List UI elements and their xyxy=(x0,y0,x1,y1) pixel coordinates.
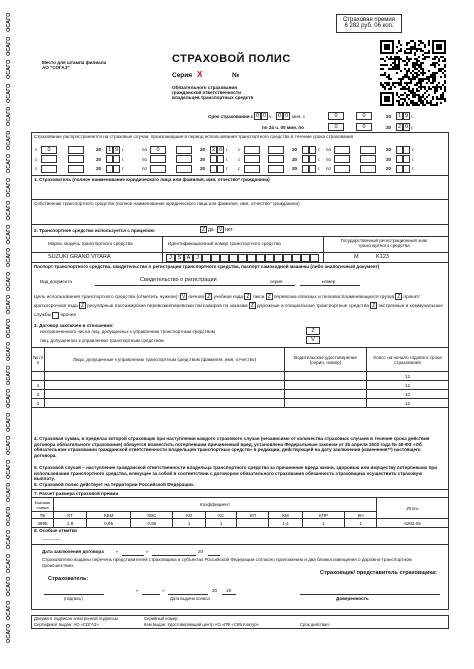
period2-day-from xyxy=(244,146,260,154)
period-year-from-2 xyxy=(113,155,120,163)
section6-text: 6. Страховой полис действует на территории Российской Федерации. xyxy=(34,482,195,487)
period2-year-to-2 xyxy=(403,165,410,173)
section1-label: 1. Страхователь (полное наименование юридического лица или фамилия, имя, отчество* гражданина) xyxy=(34,177,270,182)
term-year-to-1: 2 xyxy=(397,124,402,130)
period-from-label: с xyxy=(35,147,38,152)
trailer-yes-checkbox[interactable]: Z xyxy=(201,227,206,233)
signing-note: Страхователю выданы перечень представителей страховщика в субъектах Российской Федерации согласно приложению и два бланка извещения о дорожно-транспортном происшествии. xyxy=(42,557,412,568)
term-min-label: мин. с xyxy=(292,114,306,119)
side-osago-label: ОСАГО xyxy=(6,529,12,549)
side-osago-label: ОСАГО xyxy=(6,12,12,32)
period-year-to-2 xyxy=(217,165,224,173)
vin-char-cell xyxy=(238,254,247,262)
period2-year-2 xyxy=(309,155,316,163)
period-year-from-1: 1 xyxy=(107,146,112,153)
vin-char-cell: J xyxy=(166,254,175,262)
signature-label: (подпись) xyxy=(64,596,83,601)
side-osago-label: ОСАГО xyxy=(6,553,12,573)
issue-year-prefix: 20 xyxy=(212,588,218,593)
usage-emergency-label: экстренные и коммунальные службы xyxy=(34,304,443,319)
period-year-from-2: 9 xyxy=(114,146,119,153)
drivers-header-class: Класс на начало годового срока страхования xyxy=(367,348,449,372)
driver-license xyxy=(285,372,367,381)
calc-value-cell: 1 xyxy=(173,519,205,528)
date-quote-close: » xyxy=(146,549,149,554)
table-row xyxy=(32,390,449,399)
period2-year-1 xyxy=(302,165,309,173)
period2-year-2 xyxy=(309,165,316,173)
premium-calc-table xyxy=(31,497,449,528)
usage-passenger-checkbox[interactable]: Z xyxy=(81,303,85,310)
period-to-label: по xyxy=(142,147,148,152)
driver-class: 10 xyxy=(367,390,449,399)
term-hour-1: 0 xyxy=(255,113,260,119)
term-year-from-1: 1 xyxy=(397,113,402,119)
period2-year-to-1 xyxy=(396,146,403,154)
period-year-to-2: 0 xyxy=(218,146,223,153)
term-label: Срок страхования с xyxy=(208,114,254,119)
premium-label: Страховая премия xyxy=(342,17,396,23)
period-year-from-1 xyxy=(106,165,113,173)
side-osago-label: ОСАГО xyxy=(6,106,12,126)
section7-label: 7. Расчет размера страховой премии xyxy=(34,491,119,496)
period-day-to xyxy=(150,155,166,163)
term-year-prefix: 20 xyxy=(386,114,392,119)
period-year-to-prefix: 20 xyxy=(200,156,206,162)
period-year-to-1 xyxy=(210,165,217,173)
calc-value-cell: 0,96 xyxy=(131,519,173,528)
side-label-column xyxy=(6,14,18,659)
vehicle-vin-header: Идентификационный номер транспортного средства xyxy=(168,241,281,246)
driver-num: 2 xyxy=(32,390,45,399)
period2-month-to xyxy=(360,165,376,173)
period-from-label: с xyxy=(35,156,38,162)
side-osago-label: ОСАГО xyxy=(6,177,12,197)
period-year-to-suffix: г. xyxy=(226,147,229,152)
usage-personal-checkbox[interactable]: V xyxy=(182,294,186,301)
usage-rental-checkbox[interactable]: Z xyxy=(397,294,401,301)
driver-license xyxy=(285,390,367,399)
driver-name xyxy=(45,381,285,390)
period2-year-to-2 xyxy=(403,155,410,163)
calc-header-cell: КО xyxy=(173,512,205,519)
calc-value-cell: 0,65 xyxy=(87,519,131,528)
calc-header-cell: КС xyxy=(205,512,237,519)
term-min-2: 0 xyxy=(284,113,289,119)
doc-type-label: Вид документа xyxy=(40,279,72,284)
period2-year-to-suffix: г. xyxy=(412,156,415,162)
period-year-to-prefix: 20 xyxy=(200,166,206,171)
driver-num: 1 xyxy=(32,381,45,390)
period2-day-to xyxy=(334,155,350,163)
side-osago-label: ОСАГО xyxy=(6,506,12,526)
calc-header-cell: КБМ xyxy=(87,512,131,519)
period2-year-prefix: 20 xyxy=(292,147,298,152)
table-row xyxy=(32,381,449,390)
period-year-to-1 xyxy=(210,155,217,163)
vin-char-cell xyxy=(220,254,229,262)
trailer-no-checkbox[interactable]: V xyxy=(218,227,223,233)
section3-option2-box[interactable]: V xyxy=(306,336,320,344)
calc-base-label: Базовая ставка xyxy=(32,498,54,512)
term-month-to: 0 xyxy=(356,123,372,131)
usage-emergency-checkbox[interactable]: Z xyxy=(372,303,376,310)
term-year-to-2: 0 xyxy=(404,124,409,130)
drivers-header-name: Лица, допущенные к управлению транспортным средством (фамилия, имя, отчество) xyxy=(45,348,285,372)
period2-to-label: по xyxy=(326,166,332,171)
issue-year: 19 xyxy=(226,588,232,593)
section3-option1-box[interactable]: Z xyxy=(306,327,320,335)
calc-total-value: 6282,06 xyxy=(377,519,449,528)
calc-header-cell: КН xyxy=(345,512,377,519)
footer-left2: Сертификат выдан: АО «СОГАЗ» xyxy=(34,622,99,627)
section5-text: 5. Страховой случай – наступление гражданской ответственности владельца транспортного средства за причинение вреда жизни, здоровью или имуществу потерпевших при использовании транспортного средства, влекущее за собой в соответствии с договором обязательного страхования обязанность страховщика осуществить страховую выплату. xyxy=(34,465,438,482)
period2-year-prefix: 20 xyxy=(292,156,298,162)
term-year-suffix-to: г. xyxy=(411,125,414,130)
period-month-from xyxy=(68,146,84,154)
date-quote-open: « xyxy=(116,549,119,554)
vin-char-cell xyxy=(310,254,319,262)
side-osago-label: ОСАГО xyxy=(6,200,12,220)
side-osago-label: ОСАГО xyxy=(6,318,12,338)
term-year-prefix-to: 20 xyxy=(386,125,392,130)
usage-block xyxy=(34,293,446,321)
vin-char-cell xyxy=(229,254,238,262)
usage-passenger-label: регулярные пассажирские перевозки/перевозки пассажиров по заказам xyxy=(87,304,248,310)
footer-mid1: Серийный номер: xyxy=(144,616,179,621)
period2-day-to xyxy=(334,146,350,154)
period2-day-from xyxy=(244,165,260,173)
usage-dangerous-checkbox[interactable]: Z xyxy=(267,294,271,301)
period2-year-to-suffix: г. xyxy=(412,147,415,152)
issue-quote-close: » xyxy=(162,588,165,593)
usage-rental-label: прокат/краткосрочная езда xyxy=(34,295,420,310)
subtitle-line2: гражданской ответственности xyxy=(172,90,241,95)
drivers-header-license: Водительское удостоверение (серия, номер) xyxy=(285,348,367,372)
period-month-to xyxy=(176,165,192,173)
side-osago-label: ОСАГО xyxy=(6,388,12,408)
series-label: Серия xyxy=(172,72,193,79)
period-month-from xyxy=(68,165,84,173)
period2-to-label: по xyxy=(326,156,332,162)
period2-year-to-prefix: 20 xyxy=(386,156,392,162)
calc-value-cell: 1 xyxy=(345,519,377,528)
usage-label: Цель использования транспортного средства (отметить нужное): xyxy=(34,295,179,300)
period-year-prefix: 20 xyxy=(96,166,102,171)
section3-label: 3. Договор заключен в отношении: xyxy=(34,323,114,328)
term-month-from: 0 xyxy=(356,112,372,120)
term-min-1: 0 xyxy=(277,113,282,119)
period2-month-from xyxy=(268,146,284,154)
calc-header-cell: КВС xyxy=(131,512,173,519)
vin-char-cell xyxy=(292,254,301,262)
period2-month-to xyxy=(360,155,376,163)
driver-class: 12 xyxy=(367,372,449,381)
period-month-to xyxy=(176,155,192,163)
driver-license xyxy=(285,381,367,390)
side-osago-label: ОСАГО xyxy=(6,341,12,361)
period2-year-1 xyxy=(302,146,309,154)
side-osago-label: ОСАГО xyxy=(6,36,12,56)
vehicle-make: SUZUKI GRAND VITARA xyxy=(48,254,111,260)
period2-year-to-prefix: 20 xyxy=(386,147,392,152)
subtitle-line1: Обязательного страхования xyxy=(172,85,237,90)
period2-year-1 xyxy=(302,155,309,163)
side-osago-label: ОСАГО xyxy=(6,412,12,432)
period-year-to-2 xyxy=(217,155,224,163)
table-row xyxy=(32,399,449,408)
side-osago-label: ОСАГО xyxy=(6,83,12,103)
period2-year-suffix: г. xyxy=(318,166,321,171)
side-osago-label: ОСАГО xyxy=(6,130,12,150)
subtitle-line3: владельцев транспортных средств xyxy=(172,95,254,100)
period2-from-label: с xyxy=(238,156,241,162)
premium-value: 6 282 руб. 06 коп. xyxy=(344,23,394,29)
stamp-place-line2: АО "СОГАЗ" xyxy=(42,65,70,70)
owner-label: Собственник транспортного средства (полное наименование юридического лица или фамилия, имя, отчество* гражданина) xyxy=(34,201,300,206)
side-osago-label: ОСАГО xyxy=(6,600,12,620)
period2-year-prefix: 20 xyxy=(292,166,298,171)
calc-value-cell: 1,4 xyxy=(269,519,303,528)
vin-char-cell xyxy=(202,254,211,262)
period2-year-to-prefix: 20 xyxy=(386,166,392,171)
vehicle-make-header: Марка, модель транспортного средства xyxy=(48,241,133,246)
driver-name xyxy=(45,399,285,408)
date-year-prefix: 20 xyxy=(198,549,204,554)
driver-name xyxy=(45,372,285,381)
period-year-prefix: 20 xyxy=(96,147,102,152)
doc-type-value: Свидетельство о регистрации xyxy=(140,277,217,283)
calc-value-cell: 1,8 xyxy=(54,519,87,528)
period-year-to-suffix: г. xyxy=(226,156,229,162)
calc-header-cell: КП xyxy=(237,512,269,519)
stamp-place-line1: Место для штампа филиала xyxy=(42,60,107,65)
term-year-suffix: г. xyxy=(411,114,414,119)
side-osago-label: ОСАГО xyxy=(6,435,12,455)
calc-header-cell: КМ xyxy=(269,512,303,519)
period2-year-to-2 xyxy=(403,146,410,154)
section3-option2: лиц, допущенных к управлению транспортным средством xyxy=(40,338,164,343)
period2-year-suffix: г. xyxy=(318,156,321,162)
period-year-from-1 xyxy=(106,155,113,163)
vin-char-cell xyxy=(256,254,265,262)
calc-total-label: Итого xyxy=(377,498,449,519)
usage-other-checkbox[interactable] xyxy=(52,312,59,319)
vehicle-reg-header: Государственный регистрационный знак транспортного средства xyxy=(340,238,428,249)
period2-month-to xyxy=(360,146,376,154)
period2-year-2 xyxy=(309,146,316,154)
vin-char-cell: J xyxy=(193,254,202,262)
side-osago-label: ОСАГО xyxy=(6,623,12,643)
term-to-label: по 24 ч. 00 мин. по xyxy=(262,125,304,130)
driver-num: 3 xyxy=(32,399,45,408)
usage-training-checkbox[interactable]: Z xyxy=(207,294,211,301)
usage-taxi-checkbox[interactable]: Z xyxy=(246,294,250,301)
period2-year-to-1 xyxy=(396,155,403,163)
driver-class: 12 xyxy=(367,399,449,408)
series-value: X xyxy=(197,70,203,79)
period2-from-label: с xyxy=(238,166,241,171)
issue-date-label: Дата выдачи полиса xyxy=(170,596,210,601)
period-year-suffix: г. xyxy=(122,166,125,171)
vin-char-cell xyxy=(274,254,283,262)
section8-label: 8. Особые отметки xyxy=(34,528,77,533)
driver-num xyxy=(32,372,45,381)
vin-char-cell xyxy=(283,254,292,262)
trailer-no-label: нет. xyxy=(225,226,234,233)
calc-value-cell: 1 xyxy=(205,519,237,528)
side-osago-label: ОСАГО xyxy=(6,459,12,479)
side-osago-label: ОСАГО xyxy=(6,576,12,596)
term-day-to: 0 xyxy=(328,123,344,131)
doc-number-label: номер xyxy=(322,279,336,284)
period-year-to-prefix: 20 xyxy=(200,147,206,152)
footer-right: Срок действия: xyxy=(300,622,330,627)
calc-header-cell: КТ xyxy=(54,512,87,519)
period-year-to-1: 2 xyxy=(211,146,216,153)
drivers-table xyxy=(31,347,449,408)
qr-code xyxy=(380,40,446,106)
insurer-rep-label: Страховщик/ представитель страховщика: xyxy=(320,570,437,576)
trailer-options xyxy=(200,226,234,233)
period-day-to: 0 xyxy=(150,146,166,154)
vin-char-cell: A xyxy=(184,254,193,262)
calc-header-cell: ТБ xyxy=(32,512,54,519)
insurer-label: Страхователь: xyxy=(48,576,89,582)
period-to-label: по xyxy=(142,156,148,162)
side-osago-label: ОСАГО xyxy=(6,271,12,291)
period-year-to-suffix: г. xyxy=(226,166,229,171)
period2-month-from xyxy=(268,155,284,163)
period-to-label: по xyxy=(142,166,148,171)
footer-mid2: Кем выдан: Удостоверяющий центр АО «ПФ «СКБ Контур» xyxy=(144,622,260,627)
periods-label: Страхование распространяется на страховые случаи, произошедшие в период использования транспортного средства в течение срока страхования xyxy=(34,134,354,139)
period-year-suffix: г. xyxy=(122,156,125,162)
vehicle-reg-prefix: M xyxy=(354,254,359,260)
calc-value-cell: 3995 xyxy=(32,519,54,528)
vin-char-cell xyxy=(247,254,256,262)
side-osago-label: ОСАГО xyxy=(6,294,12,314)
period2-day-from xyxy=(244,155,260,163)
vehicle-reg: K123 xyxy=(376,254,389,260)
calc-header-cell: КПР xyxy=(302,512,344,519)
section3-option1: неограниченного числа лиц, допущенных к управлению транспортным средством xyxy=(40,329,215,334)
section4-text: 4. Страховая сумма, в пределах которой страховщик при наступлении каждого страхового случая (независимо от количества страховых случаев в течение срока действия договора обязательного страхования) обязуется возместить потерпевшим причиненный вред, установлена Федеральным законом от 25 апреля 2002 года № 40-ФЗ «Об обязательном страховании гражданской ответственности владельцев транспортных средств» в редакции, действующей на дату заключения (изменения**) настоящего договора. xyxy=(34,436,430,458)
side-osago-label: ОСАГО xyxy=(6,59,12,79)
period-day-to xyxy=(150,165,166,173)
drivers-header-num: № п/п xyxy=(32,348,45,372)
table-row xyxy=(32,372,449,381)
usage-other-label: прочее xyxy=(60,313,77,319)
calc-coef-label: Коэффициент xyxy=(54,498,377,512)
term-year-from-2: 9 xyxy=(404,113,409,119)
period2-from-label: с xyxy=(238,147,241,152)
period-day-from: 0 xyxy=(41,146,57,154)
side-osago-label: ОСАГО xyxy=(6,224,12,244)
period2-year-to-1 xyxy=(396,165,403,173)
premium-box xyxy=(336,14,402,33)
term-day-from: 0 xyxy=(328,112,344,120)
date-concluded-label: Дата заключения договора xyxy=(42,549,104,554)
term-hour-2: 0 xyxy=(262,113,267,119)
vin-char-cell xyxy=(265,254,274,262)
usage-taxi-label: такси xyxy=(252,295,265,300)
usage-dangerous-label: перевозка опасных и легковоспламеняющихся грузов xyxy=(273,295,394,300)
period-day-from xyxy=(41,155,57,163)
doc-series-label: серия xyxy=(270,279,283,284)
side-osago-label: ОСАГО xyxy=(6,153,12,173)
vin-char-cell xyxy=(301,254,310,262)
page-title: СТРАХОВОЙ ПОЛИС xyxy=(172,53,291,65)
usage-road-checkbox[interactable]: Z xyxy=(250,303,254,310)
usage-training-label: учебная езда xyxy=(213,295,244,300)
section8-value: ------------ xyxy=(42,537,61,542)
period-day-from xyxy=(41,165,57,173)
period2-year-to-suffix: г. xyxy=(412,166,415,171)
footer-left1: Документ подписан электронной подписью xyxy=(34,616,118,621)
period2-year-suffix: г. xyxy=(318,147,321,152)
section2-label: 2. Транспортное средство используется с прицепом: xyxy=(34,228,156,233)
usage-personal-label: личная xyxy=(188,295,205,300)
period-from-label: с xyxy=(35,166,38,171)
number-label: № xyxy=(232,72,240,79)
term-hour-label: ч. xyxy=(269,114,273,119)
side-osago-label: ОСАГО xyxy=(6,365,12,385)
period-month-to xyxy=(176,146,192,154)
period-year-from-2 xyxy=(113,165,120,173)
power-of-attorney-label: Доверенность xyxy=(336,596,369,601)
issue-quote-open: « xyxy=(136,588,139,593)
usage-road-label: дорожные и специальные транспортные средства xyxy=(256,304,369,310)
period-month-from xyxy=(68,155,84,163)
period2-day-to xyxy=(334,165,350,173)
calc-value-cell xyxy=(237,519,269,528)
passport-label: Паспорт транспортного средства, свидетельство о регистрации транспортного средства, паспорт самоходной машины (либо аналогичный документ) xyxy=(34,264,380,269)
side-osago-label: ОСАГО xyxy=(6,482,12,502)
driver-license xyxy=(285,399,367,408)
period-year-prefix: 20 xyxy=(96,156,102,162)
calc-value-cell: 1 xyxy=(302,519,344,528)
driver-class: 12 xyxy=(367,381,449,390)
driver-name xyxy=(45,390,285,399)
side-osago-label: ОСАГО xyxy=(6,247,12,267)
vin-char-cell xyxy=(211,254,220,262)
period2-month-from xyxy=(268,165,284,173)
vin-char-cell: S xyxy=(175,254,184,262)
trailer-yes-label: да xyxy=(208,226,214,233)
period-year-suffix: г. xyxy=(122,147,125,152)
period2-to-label: по xyxy=(326,147,332,152)
